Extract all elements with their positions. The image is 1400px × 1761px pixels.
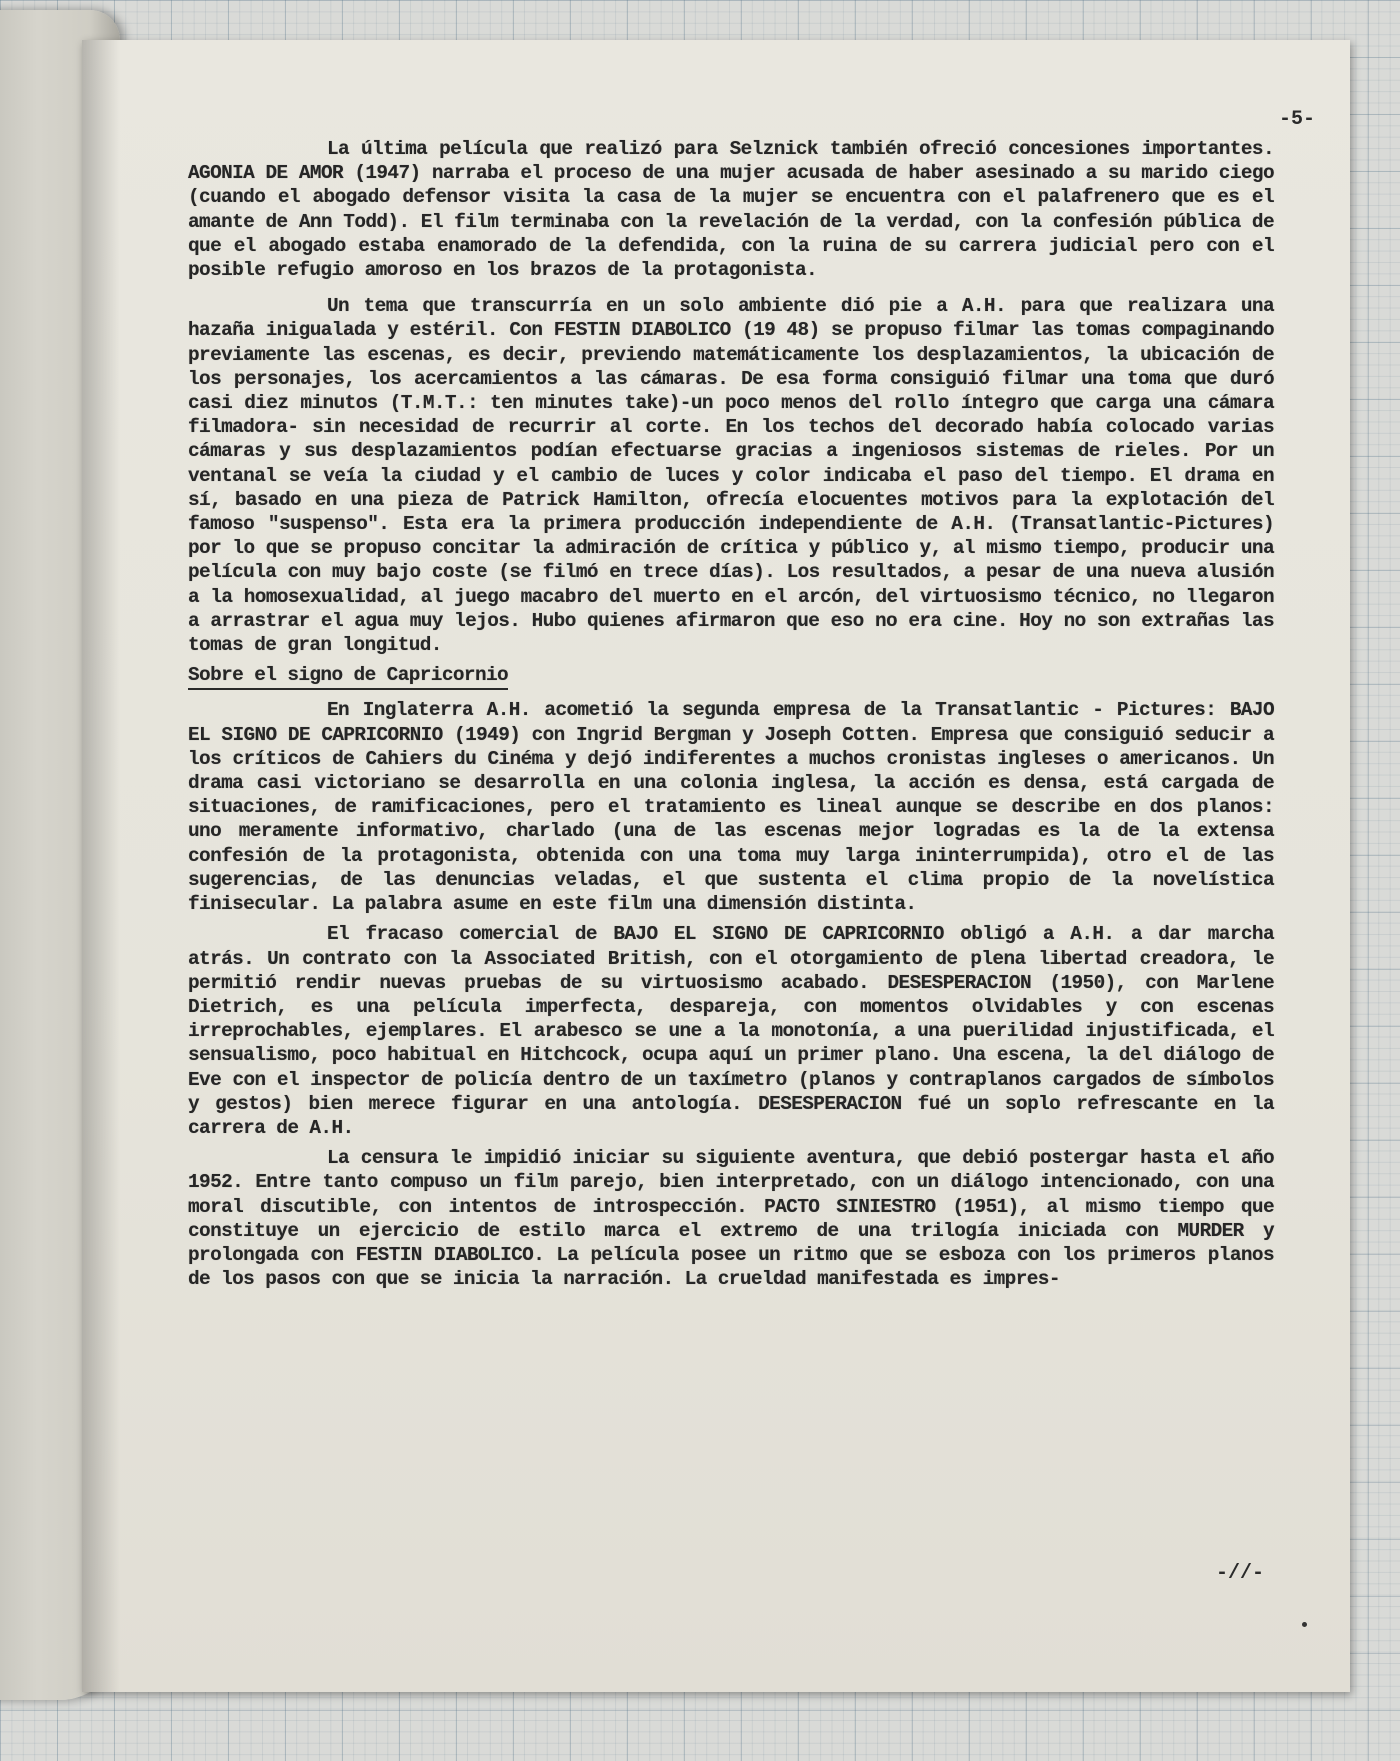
section-heading-capricornio: Sobre el signo de Capricornio (188, 663, 508, 690)
page-number: -5- (1278, 108, 1315, 131)
typewritten-page (82, 40, 1350, 1692)
paragraph-agonia-de-amor: La última película que realizó para Selznick también ofreció concesiones importantes. AGONIA DE AMOR (1947) narraba el proceso de una mujer acusada de haber asesinado a su marido ciego (cuando el abogado defensor visita la casa de la mujer se encuentra con el palafrenero que es el amante de Ann Todd). El film terminaba con la revelación de la verdad, con la confesión pública de que el abogado estaba enamorado de la defendida, con la ruina de su carrera judicial pero con el posible refugio amoroso en los brazos de la protagonista. (188, 138, 1274, 282)
paragraph-pacto-siniestro: La censura le impidió iniciar su siguiente aventura, que debió postergar hasta el año 1952. Entre tanto compuso un film parejo, bien interpretado, con un diálogo intencionado, con una moral discutible, con intentos de introspección. PACTO SINIESTRO (1951), al mismo tiempo que constituye un ejercicio de estilo marca el extremo de una trilogía iniciada con MURDER y prolongada con FESTIN DIABOLICO. La película posee un ritmo que se esboza con los primeros planos de los pasos con que se inicia la narración. La crueldad manifestada es impres- (188, 1147, 1274, 1291)
page-body (188, 137, 1274, 1303)
paragraph-bajo-el-signo: En Inglaterra A.H. acometió la segunda empresa de la Transatlantic - Pictures: BAJO EL SIGNO DE CAPRICORNIO (1949) con Ingrid Bergman y Joseph Cotten. Empresa que consiguió seducir a los críticos de Cahiers du Cinéma y dejó indiferentes a muchos cronistas ingleses o americanos. Un drama casi victoriano se desarrolla en una colonia inglesa, la acción es densa, está cargada de situaciones, de ramificaciones, pero el tratamiento es lineal aunque se describe en dos planos: uno meramente informativo, charlado (una de las escenas mejor logradas es la de la extensa confesión de la protagonista, obtenida con una toma muy larga ininterrumpida), otro el de las sugerencias, de las denuncias veladas, el que sustenta el clima propio de la novelística finisecular. La palabra asume en este film una dimensión distinta. (188, 699, 1274, 916)
paragraph-festin-diabolico: Un tema que transcurría en un solo ambiente dió pie a A.H. para que realizara una hazaña inigualada y estéril. Con FESTIN DIABOLICO (19 48) se propuso filmar las tomas compaginando previamente las escenas, es decir, previendo matemáticamente los desplazamientos, la ubicación de los personajes, los acercamientos a las cámaras. De esa forma consiguió filmar una toma que duró casi diez minutos (T.M.T.: ten minutes take)-un poco menos del rollo íntegro que carga una cámara filmadora- sin necesidad de recurrir al corte. En los techos del decorado había colocado varias cámaras y sus desplazamientos podían efectuarse gracias a ingeniosos sistemas de rieles. Por un ventanal se veía la ciudad y el cambio de luces y color indicaba el paso del tiempo. El drama en sí, basado en una pieza de Patrick Hamilton, ofrecía elocuentes motivos para la explotación del famoso "suspenso". Esta era la primera producción independiente de A.H. (Transatlantic-Pictures) por lo que se propuso concitar la admiración de crítica y público y, al mismo tiempo, producir una película con muy bajo coste (se filmó en trece días). Los resultados, a pesar de una nueva alusión a la homosexualidad, al juego macabro del muerto en el arcón, del virtuosismo técnico, no llegaron a arrastrar el agua muy lejos. Hubo quienes afirmaron que eso no era cine. Hoy no son extrañas las tomas de gran longitud. (188, 295, 1274, 657)
ink-dot (1302, 1622, 1307, 1627)
continuation-mark: -//- (1215, 1562, 1264, 1585)
paragraph-desesperacion: El fracaso comercial de BAJO EL SIGNO DE CAPRICORNIO obligó a A.H. a dar marcha atrás. Un contrato con la Associated British, con el otorgamiento de plena libertad creadora, le permitió rendir nuevas pruebas de su virtuosismo acabado. DESESPERACION (1950), con Marlene Dietrich, es una película imperfecta, despareja, con momentos olvidables y con escenas irreprochables, ejemplares. El arabesco se une a la monotonía, a una puerilidad injustificada, el sensualismo, poco habitual en Hitchcock, ocupa aquí un primer plano. Una escena, la del diálogo de Eve con el inspector de policía dentro de un taxímetro (planos y contraplanos cargados de símbolos y gestos) bien merece figurar en una antología. DESESPERACION fué un soplo refrescante en la carrera de A.H. (188, 923, 1274, 1139)
